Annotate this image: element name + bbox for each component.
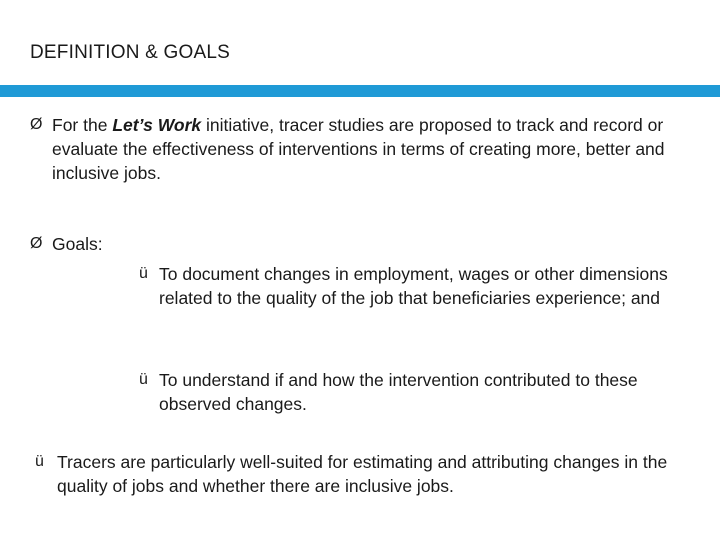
slide-title: DEFINITION & GOALS — [30, 42, 230, 63]
conclusion-text: Tracers are particularly well-suited for estimating and attributing changes in the quality of jobs and whether there are inclusive jobs. — [57, 452, 668, 496]
intro-suffix: initiative, tracer studies are proposed to track and record or evaluate the effectiveness of interventions in terms of creating more, better and inclusive jobs. — [52, 115, 665, 183]
checkmark-icon: ü — [139, 265, 148, 282]
checkmark-icon: ü — [139, 371, 148, 388]
goals-label: Goals: — [52, 234, 103, 254]
goal-item-1-text: To document changes in employment, wages or other dimensions related to the quality of the job that beneficiaries experience; and — [159, 264, 668, 308]
arrow-bullet-icon: Ø — [30, 116, 43, 133]
goals-bullet — [30, 232, 230, 256]
goal-item-2 — [139, 368, 699, 416]
intro-bullet-text — [30, 113, 700, 185]
goal-item-1 — [139, 262, 699, 310]
goal-item-2-text: To understand if and how the intervention contributed to these observed changes. — [159, 370, 638, 414]
checkmark-icon: ü — [35, 453, 44, 470]
initiative-name: Let’s Work — [112, 115, 202, 135]
arrow-bullet-icon: Ø — [30, 235, 43, 252]
intro-bullet — [30, 113, 700, 185]
conclusion-bullet — [35, 450, 695, 498]
title-accent-bar — [0, 85, 720, 97]
intro-prefix: For the — [52, 115, 113, 135]
